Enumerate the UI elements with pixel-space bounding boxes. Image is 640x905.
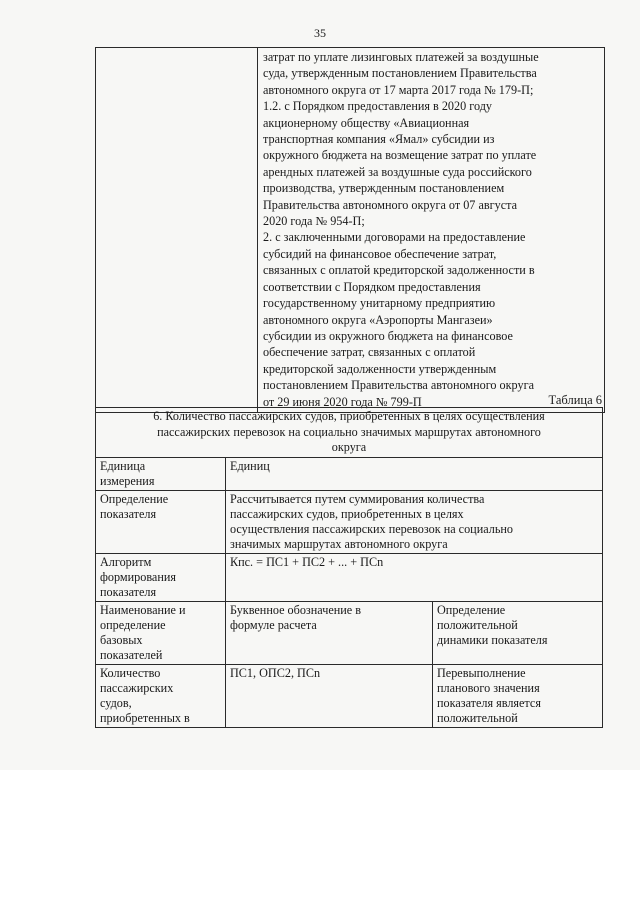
row-label-line: формирования (100, 569, 176, 584)
continuation-text-cell (258, 48, 605, 413)
text-line: арендных платежей за воздушные суда российского (263, 164, 532, 179)
definition-line: Рассчитывается путем суммирования количества (230, 491, 485, 506)
row-label-line: Определение (100, 491, 169, 506)
empty-left-cell (96, 48, 258, 413)
positive-dynamics-header-cell (433, 601, 603, 664)
text-line: субсидий на финансовое обеспечение затрат, (263, 246, 497, 261)
header-line: формуле расчета (230, 617, 317, 632)
unit-value-cell: Единиц (226, 457, 603, 490)
text-line: государственному унитарному предприятию (263, 296, 496, 311)
indicator-table (95, 407, 603, 728)
table-row (96, 553, 603, 601)
text-line: 2. с заключенными договорами на предоставление (263, 230, 526, 245)
header-line: динамики показателя (437, 632, 548, 647)
text-line: автономного округа «Аэропорты Мангазеи» (263, 312, 493, 327)
letter-designation-header-cell (226, 601, 433, 664)
text-line: 1.2. с Порядком предоставления в 2020 году (263, 99, 492, 114)
dynamics-line: положительной (437, 710, 518, 725)
header-line: Буквенное обозначение в (230, 602, 361, 617)
table-row (96, 48, 605, 413)
text-line: субсидии из окружного бюджета на финансовое (263, 328, 513, 343)
text-line: кредиторской задолженности утвержденным (263, 361, 497, 376)
letter-designation-cell: ПС1, ОПС2, ПСn (226, 664, 433, 727)
row-label-line: Алгоритм (100, 554, 152, 569)
definition-line: пассажирских судов, приобретенных в целях (230, 506, 464, 521)
text-line: акционерному обществу «Авиационная (263, 115, 470, 130)
table-title-line: пассажирских перевозок на социально значимых маршрутах автономного (157, 424, 541, 439)
text-line: транспортная компания «Ямал» субсидии из (263, 132, 495, 147)
table-title-line: 6. Количество пассажирских судов, приобретенных в целях осуществления (153, 409, 545, 423)
unit-label-cell (96, 457, 226, 490)
table-caption: Таблица 6 (548, 393, 602, 407)
row-label-line: пассажирских (100, 680, 174, 695)
definition-line: значимых маршрутах автономного округа (230, 536, 448, 551)
row-label-line: приобретенных в (100, 710, 190, 725)
text-line: автономного округа от 17 марта 2017 года № 179-П; (263, 82, 534, 97)
table-row (96, 408, 603, 458)
row-label-line: определение (100, 617, 166, 632)
table-row (96, 490, 603, 553)
table-row (96, 457, 603, 490)
table-row (96, 664, 603, 727)
positive-dynamics-cell (433, 664, 603, 727)
row-label-line: Наименование и (100, 602, 186, 617)
row-label-line: базовых (100, 632, 143, 647)
definition-label-cell (96, 490, 226, 553)
text-line: затрат по уплате лизинговых платежей за воздушные (263, 50, 539, 64)
text-line: обеспечение затрат, связанных с оплатой (263, 345, 476, 360)
header-line: Определение (437, 602, 506, 617)
row-label-line: судов, (100, 695, 132, 710)
row-label-line: показателя (100, 506, 157, 521)
header-line: положительной (437, 617, 518, 632)
text-line: соответствии с Порядком предоставления (263, 279, 481, 294)
dynamics-line: Перевыполнение (437, 665, 526, 680)
table-title-cell (96, 408, 603, 458)
algorithm-label-cell (96, 553, 226, 601)
text-line: связанных с оплатой кредиторской задолженности в (263, 263, 535, 278)
row-label-line: измерения (100, 473, 155, 488)
row-label-line: Количество (100, 665, 161, 680)
dynamics-line: показателя является (437, 695, 541, 710)
continuation-table (95, 47, 605, 413)
formula-cell: Кпс. = ПС1 + ПС2 + ... + ПСn (226, 553, 603, 601)
definition-line: осуществления пассажирских перевозок на социально (230, 521, 513, 536)
table-title-line: округа (331, 440, 367, 454)
definition-value-cell (226, 490, 603, 553)
row-label-line: показателя (100, 584, 157, 599)
row-label-line: показателей (100, 647, 163, 662)
row-label-line: Единица (100, 458, 146, 473)
text-line: Правительства автономного округа от 07 августа (263, 197, 517, 212)
indicator-name-cell (96, 664, 226, 727)
table-row (96, 601, 603, 664)
text-line: окружного бюджета на возмещение затрат по уплате (263, 148, 537, 163)
dynamics-line: планового значения (437, 680, 540, 695)
text-line: 2020 года № 954-П; (263, 214, 365, 229)
page-number: 35 (314, 26, 326, 40)
text-line: постановлением Правительства автономного округа (263, 378, 534, 393)
base-indicators-label-cell (96, 601, 226, 664)
text-line: суда, утвержденным постановлением Правительства (263, 66, 537, 81)
text-line: производства, утвержденным постановлением (263, 181, 505, 196)
text-line: от 29 июня 2020 года № 799-П (263, 394, 422, 409)
